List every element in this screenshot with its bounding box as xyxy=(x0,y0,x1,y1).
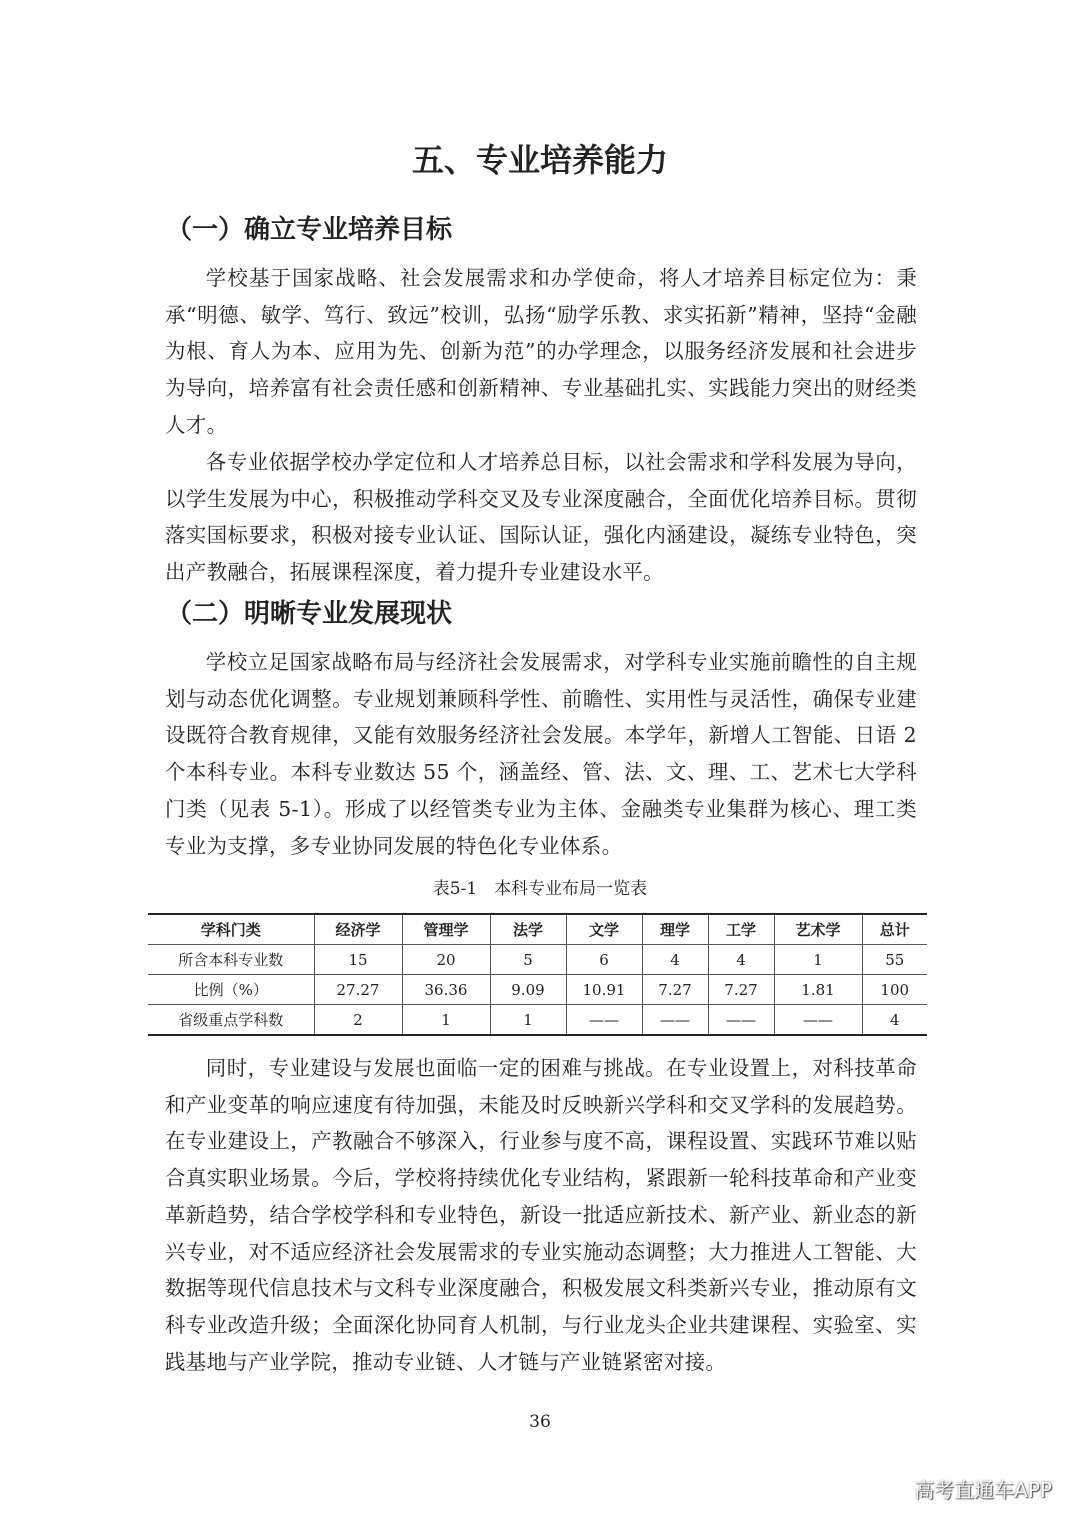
table-cell: 4 xyxy=(642,945,708,975)
paragraph-goals-2: 各专业依据学校办学定位和人才培养总目标，以社会需求和学科发展为导向，以学生发展为中心，积极推动学科交叉及专业深度融合，全面优化培养目标。贯彻落实国标要求，积极对接专业认证、国际认证，强化内涵建设，凝练专业特色，突出产教融合，拓展课程深度，着力提升专业建设水平。 xyxy=(165,450,917,585)
table-header-cell: 理学 xyxy=(642,914,708,945)
table-cell: 7.27 xyxy=(642,975,708,1005)
table-cell: —— xyxy=(566,1005,642,1036)
table-header-cell: 经济学 xyxy=(314,914,402,945)
table-header-cell: 文学 xyxy=(566,914,642,945)
table-header-cell: 学科门类 xyxy=(148,914,314,945)
table-cell: 4 xyxy=(708,945,774,975)
table-cell: —— xyxy=(708,1005,774,1036)
table-cell: 10.91 xyxy=(566,975,642,1005)
table-cell: 所含本科专业数 xyxy=(148,945,314,975)
table-cell: 9.09 xyxy=(490,975,566,1005)
table-cell: 1.81 xyxy=(774,975,862,1005)
table-cell: 7.27 xyxy=(708,975,774,1005)
page-number: 36 xyxy=(529,1412,551,1432)
paragraph-goals-1: 学校基于国家战略、社会发展需求和办学使命，将人才培养目标定位为：秉承“明德、敏学、笃行、致远”校训，弘扬“励学乐教、求实拓新”精神，坚持“金融为根、育人为本、应用为先、创新为范”的办学理念，以服务经济发展和社会进步为导向，培养富有社会责任感和创新精神、专业基础扎实、实践能力突出的财经类人才。 xyxy=(165,266,917,437)
table-row xyxy=(148,945,927,975)
table-cell: 20 xyxy=(402,945,490,975)
table-header-cell: 艺术学 xyxy=(774,914,862,945)
page-title: 五、专业培养能力 xyxy=(411,141,668,179)
table-cell: 27.27 xyxy=(314,975,402,1005)
table-cell: 1 xyxy=(490,1005,566,1036)
paragraph-status-2: 同时，专业建设与发展也面临一定的困难与挑战。在专业设置上，对科技革命和产业变革的响应速度有待加强，未能及时反映新兴学科和交叉学科的发展趋势。在专业建设上，产教融合不够深入，行业参与度不高，课程设置、实践环节难以贴合真实职业场景。今后，学校将持续优化专业结构，紧跟新一轮科技革命和产业变革新趋势，结合学校学科和专业特色，新设一批适应新技术、新产业、新业态的新兴专业，对不适应经济社会发展需求的专业实施动态调整；大力推进人工智能、大数据等现代信息技术与文科专业深度融合，积极发展文科类新兴专业，推动原有文科专业改造升级；全面深化协同育人机制，与行业龙头企业共建课程、实验室、实践基地与产业学院，推动专业链、人才链与产业链紧密对接。 xyxy=(165,1056,917,1374)
table-cell: 5 xyxy=(490,945,566,975)
table-cell: 省级重点学科数 xyxy=(148,1005,314,1036)
app-watermark: 高考直通车APP xyxy=(914,1478,1052,1502)
table-header-cell: 总计 xyxy=(862,914,927,945)
table-header-cell: 法学 xyxy=(490,914,566,945)
section-heading-goals: （一）确立专业培养目标 xyxy=(166,215,453,245)
table-cell: 6 xyxy=(566,945,642,975)
table-cell: 100 xyxy=(862,975,927,1005)
table-cell: —— xyxy=(642,1005,708,1036)
table-cell: 1 xyxy=(402,1005,490,1036)
section-heading-status: （二）明晰专业发展现状 xyxy=(166,599,453,629)
table-header-cell: 管理学 xyxy=(402,914,490,945)
table-row xyxy=(148,975,927,1005)
table-cell: 55 xyxy=(862,945,927,975)
table-cell: 2 xyxy=(314,1005,402,1036)
table-cell: 15 xyxy=(314,945,402,975)
table-row xyxy=(148,1005,927,1036)
major-layout-table xyxy=(148,913,927,1036)
table-header-cell: 工学 xyxy=(708,914,774,945)
table-cell: 比例（%） xyxy=(148,975,314,1005)
table-cell: 1 xyxy=(774,945,862,975)
paragraph-status-1: 学校立足国家战略布局与经济社会发展需求，对学科专业实施前瞻性的自主规划与动态优化调整。专业规划兼顾科学性、前瞻性、实用性与灵活性，确保专业建设既符合教育规律，又能有效服务经济社会发展。本学年，新增人工智能、日语 2 个本科专业。本科专业数达 55 个，涵盖经、管、法、文、理、工、艺术七大学科门类（见表 5-1）。形成了以经管类专业为主体、金融类专业集群为核心、理工类专业为支撑，多专业协同发展的特色化专业体系。 xyxy=(165,650,917,858)
table-cell: 4 xyxy=(862,1005,927,1036)
table-cell: —— xyxy=(774,1005,862,1036)
table-header-row xyxy=(148,914,927,945)
table-cell: 36.36 xyxy=(402,975,490,1005)
table-caption: 表5-1 本科专业布局一览表 xyxy=(432,879,648,899)
